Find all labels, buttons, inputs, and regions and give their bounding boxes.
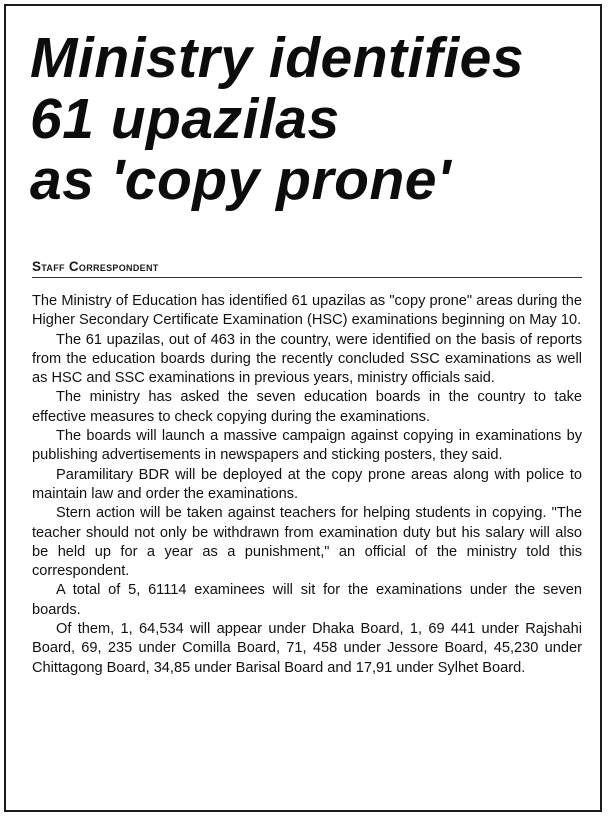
byline-rule [32,277,582,278]
paragraph: Paramilitary BDR will be deployed at the copy prone areas along with police to maintain law and order the examinations. [32,466,582,502]
paragraph: A total of 5, 61114 examinees will sit for the examinations under the seven boards. [32,582,582,618]
headline-line: 61 upazilas [30,87,340,151]
article-body [32,292,582,678]
headline [30,28,590,211]
paragraph: Of them, 1, 64,534 will appear under Dhaka Board, 1, 69 441 under Rajshahi Board, 69, 235 under Comilla Board, 71, 458 under Jessore Board, 45,230 under Chittagong Board, 34,85 under Barisal Board and 17,91 under Sylhet Board. [32,621,582,676]
headline-line: Ministry identifies [30,26,525,90]
paragraph: The Ministry of Education has identified 61 upazilas as "copy prone" areas during the Higher Secondary Certificate Examination (HSC) examinations beginning on May 10. [32,293,582,329]
paragraph: The ministry has asked the seven education boards in the country to take effective measures to check copying during the examinations. [32,389,582,425]
paragraph: The boards will launch a massive campaign against copying in examinations by publishing advertisements in newspapers and sticking posters, they said. [32,428,582,464]
paragraph: Stern action will be taken against teachers for helping students in copying. "The teacher should not only be withdrawn from examination duty but his salary will also be held up for a year as a punishment," an official of the ministry told this correspondent. [32,505,582,580]
paragraph: The 61 upazilas, out of 463 in the country, were identified on the basis of reports from the education boards during the recently concluded SSC examinations as well as HSC and SSC examinations in previous years, ministry officials said. [32,331,582,387]
headline-line: as 'copy prone' [30,148,452,212]
byline: Staff Correspondent [32,259,159,274]
